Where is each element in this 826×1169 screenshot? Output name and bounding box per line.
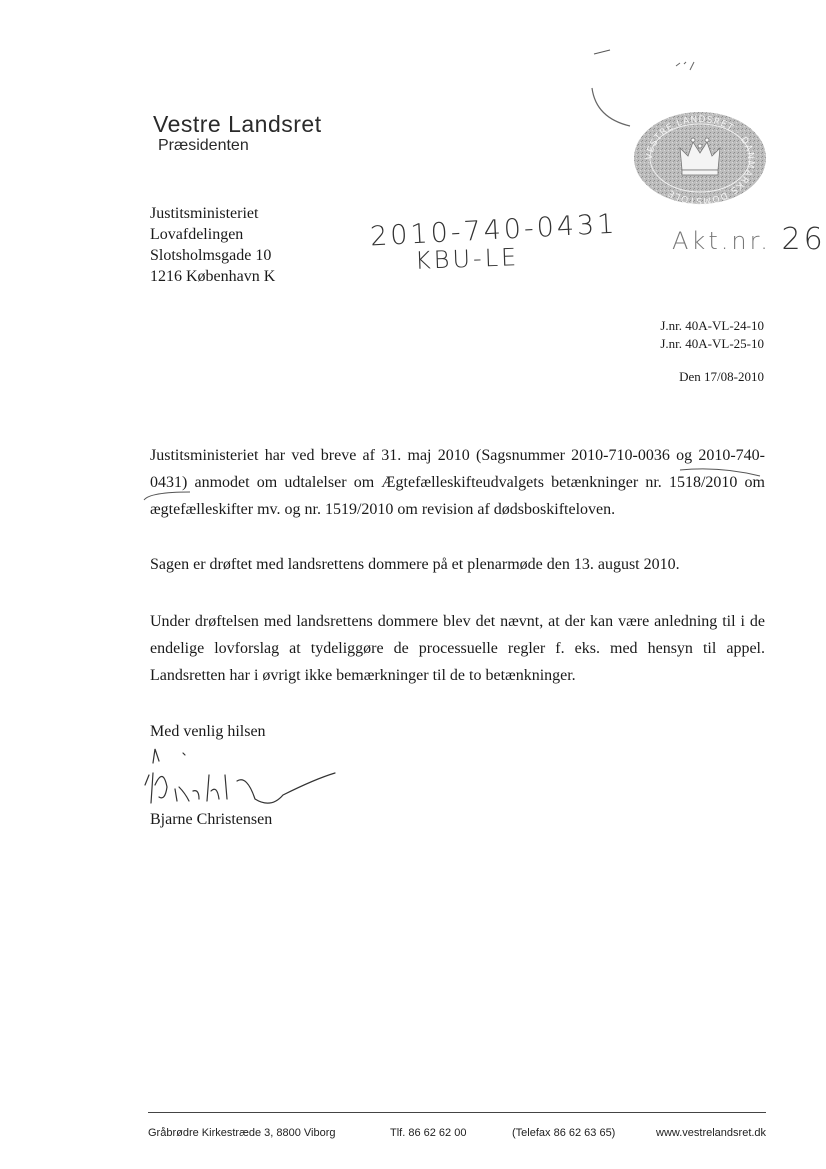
recipient-address [150,203,275,287]
recipient-line: 1216 København K [150,268,276,285]
akt-label: Akt.nr. [672,227,771,255]
body-paragraph-2 [150,551,765,578]
body-paragraph-3 [150,608,765,689]
recipient-line: Lovafdelingen [150,226,244,243]
journal-number-2: J.nr. 40A-VL-25-10 [660,336,764,351]
footer-phone: Tlf. 86 62 62 00 [390,1127,467,1139]
footer-divider [148,1112,766,1113]
pen-underlines [140,462,780,502]
signer-name: Bjarne Christensen [150,811,273,828]
paragraph-text: Sagen er drøftet med landsrettens dommere på et plenarmøde den 13. august 2010. [150,556,680,573]
pen-marks [580,40,720,140]
handwritten-initials: KBU-LE [414,243,520,275]
footer-fax: (Telefax 86 62 63 65) [512,1127,616,1139]
letter-date: Den 17/08-2010 [679,369,764,384]
akt-number: 26 [781,222,826,257]
journal-number-1: J.nr. 40A-VL-24-10 [660,318,764,333]
closing-greeting: Med venlig hilsen [150,723,266,740]
recipient-line: Justitsministeriet [150,205,259,222]
handwritten-case-number: 2010-740-0431 [369,208,619,253]
akt-stamp [672,222,826,257]
court-name: Vestre Landsret [153,111,322,137]
signature [115,745,355,820]
seal-text: VESTRE LANDSRET · DANMARKS DOMSTOLE [644,114,756,206]
court-role: Præsidenten [158,137,249,154]
paragraph-text: Under drøftelsen med landsrettens dommere blev det nævnt, at der kan være anledning til i de endelige lovforslag at tydeliggøre de processuelle regler f. eks. med hensyn til appel. Landsretten har i øvrigt ikke bemærkninger til de to betænkninger. [150,613,765,684]
footer-website: www.vestrelandsret.dk [656,1127,767,1139]
footer-address: Gråbrødre Kirkestræde 3, 8800 Viborg [148,1127,336,1139]
paragraph-text: Justitsministeriet har ved breve af 31. maj 2010 (Sagsnummer 2010-710-0036 og 2010-740-0431) anmodet om udtalelser om Ægtefælleskifteudvalgets betænkninger nr. 1518/2010 om ægtefælleskifter mv. og nr. 1519/2010 om revision af dødsboskifteloven. [150,447,765,518]
recipient-line: Slotsholmsgade 10 [150,247,272,264]
